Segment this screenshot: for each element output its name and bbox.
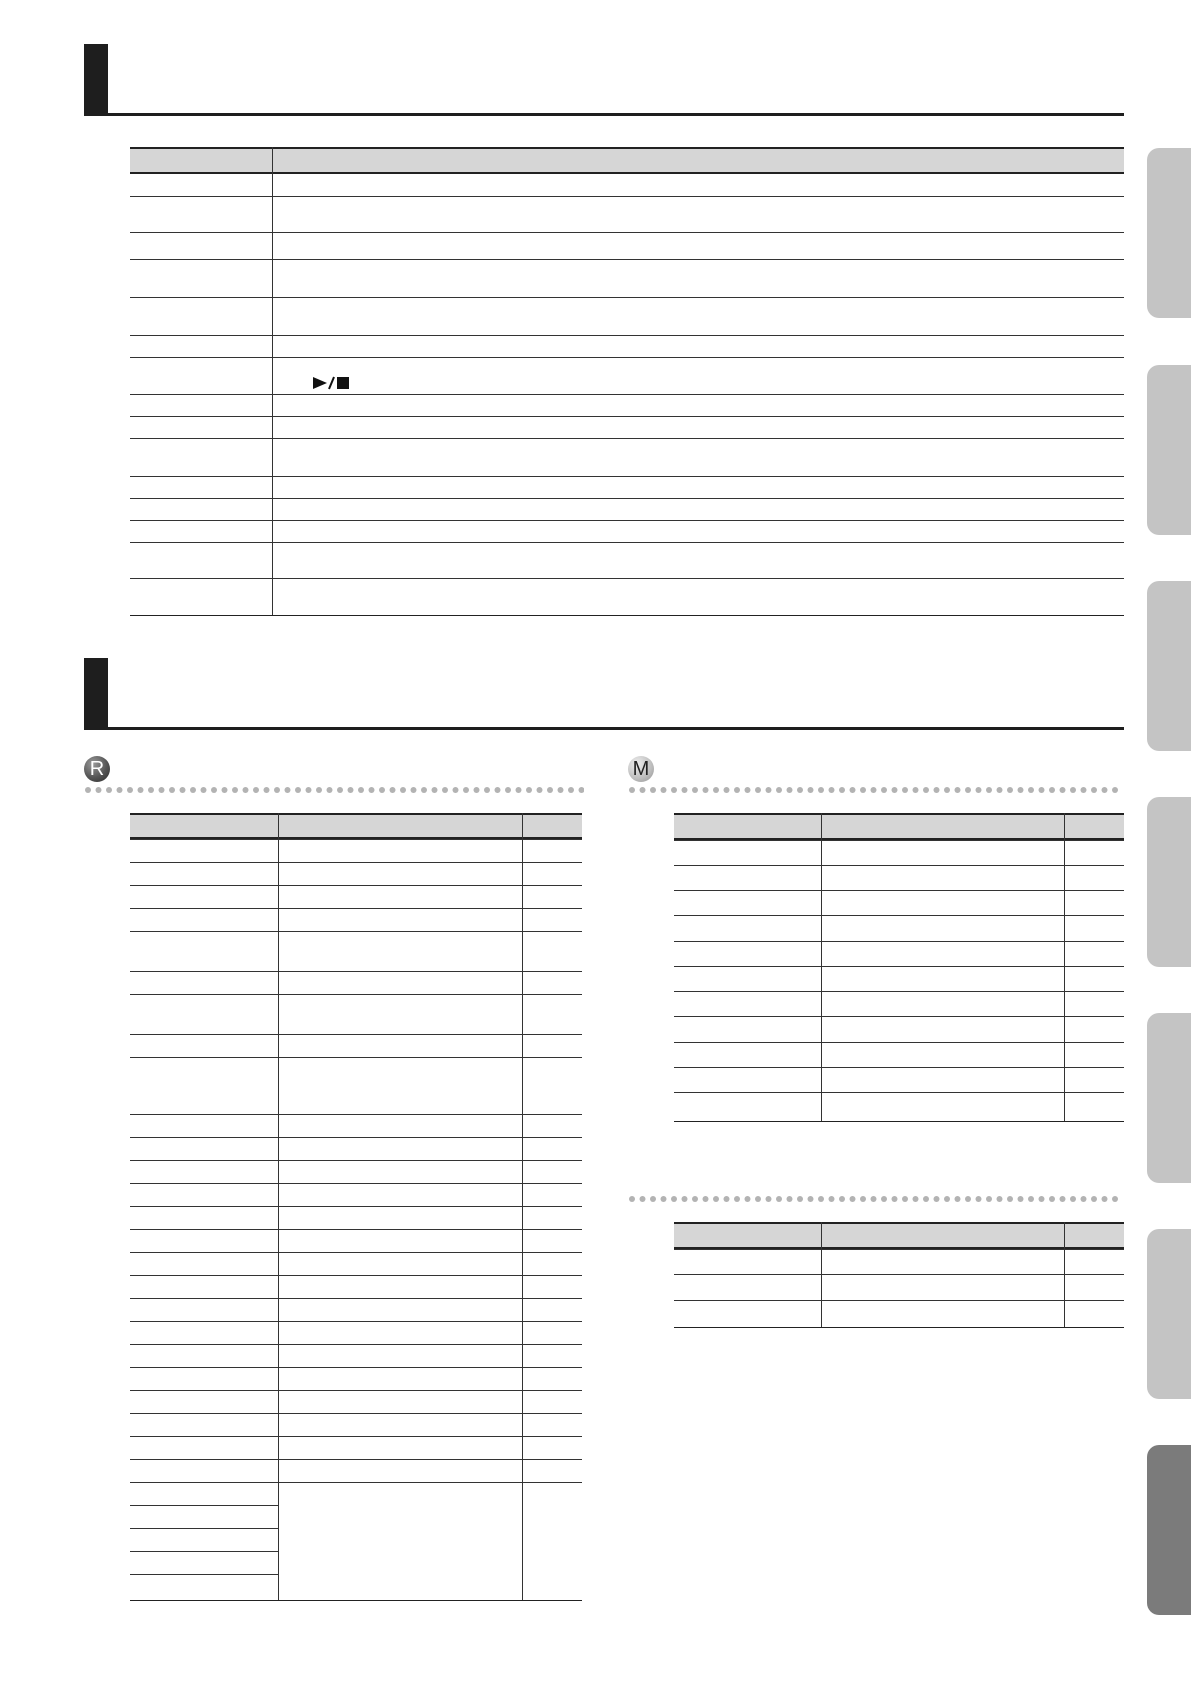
dot: [661, 787, 667, 793]
rhythm-table-row: [130, 1229, 582, 1230]
dot: [703, 787, 709, 793]
dot: [1081, 787, 1087, 793]
melody-table-2-header: [674, 1222, 1124, 1249]
rhythm-table-row: [130, 1459, 582, 1460]
dot: [274, 787, 280, 793]
section-tab-5[interactable]: [1147, 1013, 1191, 1183]
top-table-row: [130, 394, 1124, 395]
dot: [306, 787, 312, 793]
dot: [1060, 1196, 1066, 1202]
dot: [1112, 1196, 1118, 1202]
dot: [484, 787, 490, 793]
dot: [923, 1196, 929, 1202]
dot: [871, 787, 877, 793]
dot: [337, 787, 343, 793]
dot: [682, 787, 688, 793]
dot: [955, 787, 961, 793]
dot: [682, 1196, 688, 1202]
dot: [1070, 787, 1076, 793]
dot: [1091, 1196, 1097, 1202]
dot: [1028, 1196, 1034, 1202]
dot: [1039, 1196, 1045, 1202]
dot: [640, 1196, 646, 1202]
section-marker-bar: [84, 44, 108, 114]
dot: [650, 1196, 656, 1202]
dot: [411, 787, 417, 793]
melody-table-2-row: [674, 1300, 1124, 1301]
dot: [724, 1196, 730, 1202]
top-table-divider: [272, 147, 273, 615]
rhythm-table-row: [130, 931, 582, 932]
dot: [117, 787, 123, 793]
dot: [1049, 787, 1055, 793]
dot: [986, 1196, 992, 1202]
top-table-row: [130, 542, 1124, 543]
dot: [755, 1196, 761, 1202]
dot: [421, 787, 427, 793]
dot: [106, 787, 112, 793]
melody-table-row: [674, 1042, 1124, 1043]
melody-table-row: [674, 915, 1124, 916]
dot: [369, 787, 375, 793]
dot: [902, 787, 908, 793]
r-badge-icon: R: [84, 756, 110, 782]
section-tab-2[interactable]: [1147, 365, 1191, 535]
melody-table-2: [674, 1222, 1124, 1328]
dot: [169, 787, 175, 793]
melody-table-row: [674, 1092, 1124, 1093]
dot: [997, 1196, 1003, 1202]
melody-table-divider-2: [1064, 813, 1065, 1121]
dot: [713, 1196, 719, 1202]
dot: [808, 787, 814, 793]
dot: [85, 787, 91, 793]
dot: [190, 787, 196, 793]
dot: [96, 787, 102, 793]
rhythm-table-row: [130, 1321, 582, 1322]
dot: [442, 787, 448, 793]
rhythm-table-row: [130, 1275, 582, 1276]
dot: [180, 787, 186, 793]
dot: [1070, 1196, 1076, 1202]
rhythm-table-row: [130, 839, 582, 840]
dot: [892, 1196, 898, 1202]
dot: [734, 787, 740, 793]
section-tab-7[interactable]: [1147, 1445, 1191, 1615]
dot: [808, 1196, 814, 1202]
top-table-row: [130, 357, 1124, 358]
dot: [871, 1196, 877, 1202]
dot: [537, 787, 543, 793]
melody-table-row: [674, 890, 1124, 891]
dot: [1018, 1196, 1024, 1202]
dot: [839, 787, 845, 793]
top-table: [130, 147, 1124, 616]
dot: [850, 1196, 856, 1202]
melody-table-divider-1: [821, 813, 822, 1121]
play-stop-icon: [311, 376, 351, 390]
top-table-row: [130, 196, 1124, 197]
dot: [997, 787, 1003, 793]
dot: [923, 787, 929, 793]
top-table-row: [130, 498, 1124, 499]
dot: [913, 1196, 919, 1202]
dot: [547, 787, 553, 793]
top-table-row: [130, 476, 1124, 477]
dot: [860, 787, 866, 793]
melody-table-row: [674, 840, 1124, 841]
dot: [976, 1196, 982, 1202]
section-rule: [84, 727, 1124, 730]
dot: [713, 787, 719, 793]
dot: [285, 787, 291, 793]
dot: [671, 787, 677, 793]
rhythm-table-header: [130, 813, 582, 839]
section-marker-bar: [84, 658, 108, 728]
dot: [463, 787, 469, 793]
section-rule: [84, 113, 1124, 116]
melody-table-row: [674, 966, 1124, 967]
dot: [1049, 1196, 1055, 1202]
dot: [1091, 787, 1097, 793]
dot: [934, 1196, 940, 1202]
dotted-separator-right-2: [628, 1195, 1124, 1203]
rhythm-table-row: [130, 1114, 582, 1115]
rhythm-table-row: [130, 1436, 582, 1437]
dot: [787, 787, 793, 793]
dot: [692, 1196, 698, 1202]
dot: [745, 1196, 751, 1202]
dot: [327, 787, 333, 793]
dot: [745, 787, 751, 793]
rhythm-table-row: [130, 1252, 582, 1253]
dot: [944, 787, 950, 793]
top-table-row: [130, 578, 1124, 579]
dot: [1018, 787, 1024, 793]
dot: [474, 787, 480, 793]
dot: [955, 1196, 961, 1202]
dot: [766, 787, 772, 793]
dotted-separator-left: [84, 786, 584, 794]
melody-table: [674, 813, 1124, 1122]
dot: [850, 787, 856, 793]
dot: [902, 1196, 908, 1202]
dot: [253, 787, 259, 793]
top-table-row: [130, 520, 1124, 521]
melody-table-2-row: [674, 1274, 1124, 1275]
rhythm-table-row: [130, 1206, 582, 1207]
dot: [358, 787, 364, 793]
dot: [913, 787, 919, 793]
section-tab-4[interactable]: [1147, 797, 1191, 967]
dot: [650, 787, 656, 793]
dot: [138, 787, 144, 793]
dot: [797, 787, 803, 793]
merged-cell: [279, 1483, 522, 1599]
dot: [818, 787, 824, 793]
dot: [976, 787, 982, 793]
dot: [703, 1196, 709, 1202]
dot: [986, 787, 992, 793]
top-table-row: [130, 297, 1124, 298]
dot: [264, 787, 270, 793]
m-badge-icon: M: [628, 756, 654, 782]
rhythm-table-row: [130, 1137, 582, 1138]
dot: [640, 787, 646, 793]
dot: [892, 787, 898, 793]
section-tab-3[interactable]: [1147, 581, 1191, 751]
rhythm-table-row: [130, 1160, 582, 1161]
dot: [400, 787, 406, 793]
rhythm-table-row: [130, 994, 582, 995]
rhythm-table-row: [130, 1057, 582, 1058]
dot: [1102, 1196, 1108, 1202]
dot: [1081, 1196, 1087, 1202]
dot: [934, 787, 940, 793]
dot: [965, 1196, 971, 1202]
dot: [766, 1196, 772, 1202]
melody-table-row: [674, 991, 1124, 992]
dot: [526, 787, 532, 793]
dot: [295, 787, 301, 793]
top-table-row: [130, 335, 1124, 336]
merged-cell: [523, 1483, 582, 1599]
dot: [860, 1196, 866, 1202]
dot: [965, 787, 971, 793]
dot: [776, 787, 782, 793]
dot: [1007, 1196, 1013, 1202]
dot: [211, 787, 217, 793]
dot: [629, 1196, 635, 1202]
top-table-header: [130, 147, 1124, 174]
dot: [1102, 787, 1108, 793]
dot: [127, 787, 133, 793]
melody-table-row: [674, 1016, 1124, 1017]
dot: [148, 787, 154, 793]
dot: [516, 787, 522, 793]
dot: [201, 787, 207, 793]
rhythm-table-row: [130, 971, 582, 972]
section-tab-6[interactable]: [1147, 1229, 1191, 1399]
dot: [776, 1196, 782, 1202]
dot: [818, 1196, 824, 1202]
melody-table-header: [674, 813, 1124, 840]
dot: [661, 1196, 667, 1202]
top-table-row: [130, 438, 1124, 439]
rhythm-table-row: [130, 885, 582, 886]
dot: [629, 787, 635, 793]
dot: [881, 787, 887, 793]
dot: [839, 1196, 845, 1202]
top-table-row: [130, 416, 1124, 417]
melody-table-row: [674, 865, 1124, 866]
dot: [1007, 787, 1013, 793]
dot: [316, 787, 322, 793]
dot: [734, 1196, 740, 1202]
dot: [829, 1196, 835, 1202]
section-header-2: [84, 658, 1124, 730]
top-table-row: [130, 259, 1124, 260]
dot: [558, 787, 564, 793]
dot: [568, 787, 574, 793]
dot: [432, 787, 438, 793]
rhythm-table-row: [130, 1344, 582, 1345]
dot: [829, 787, 835, 793]
rhythm-table-row: [130, 1298, 582, 1299]
melody-table-row: [674, 941, 1124, 942]
dot: [243, 787, 249, 793]
rhythm-table-row: [130, 862, 582, 863]
melody-table-row: [674, 1067, 1124, 1068]
dot: [453, 787, 459, 793]
section-header-1: [84, 44, 1124, 116]
melody-table-2-row: [674, 1249, 1124, 1250]
rhythm-table-row: [130, 1183, 582, 1184]
dot: [1028, 787, 1034, 793]
dot: [495, 787, 501, 793]
rhythm-table-row: [130, 1413, 582, 1414]
dot: [390, 787, 396, 793]
rhythm-table-row: [130, 908, 582, 909]
dot: [944, 1196, 950, 1202]
dot: [755, 787, 761, 793]
dot: [787, 1196, 793, 1202]
dot: [724, 787, 730, 793]
dot: [505, 787, 511, 793]
rhythm-table: [130, 813, 582, 1601]
rhythm-table-row: [130, 1390, 582, 1391]
dot: [159, 787, 165, 793]
dot: [1060, 787, 1066, 793]
dot: [692, 787, 698, 793]
dotted-separator-right: [628, 786, 1124, 794]
dot: [1112, 787, 1118, 793]
dot: [348, 787, 354, 793]
dot: [232, 787, 238, 793]
dot: [797, 1196, 803, 1202]
rhythm-table-row: [130, 1367, 582, 1368]
dot: [579, 787, 585, 793]
section-tab-1[interactable]: [1147, 148, 1191, 318]
dot: [222, 787, 228, 793]
dot: [881, 1196, 887, 1202]
dot: [379, 787, 385, 793]
dot: [1039, 787, 1045, 793]
top-table-row: [130, 232, 1124, 233]
dot: [671, 1196, 677, 1202]
rhythm-table-row: [130, 1034, 582, 1035]
